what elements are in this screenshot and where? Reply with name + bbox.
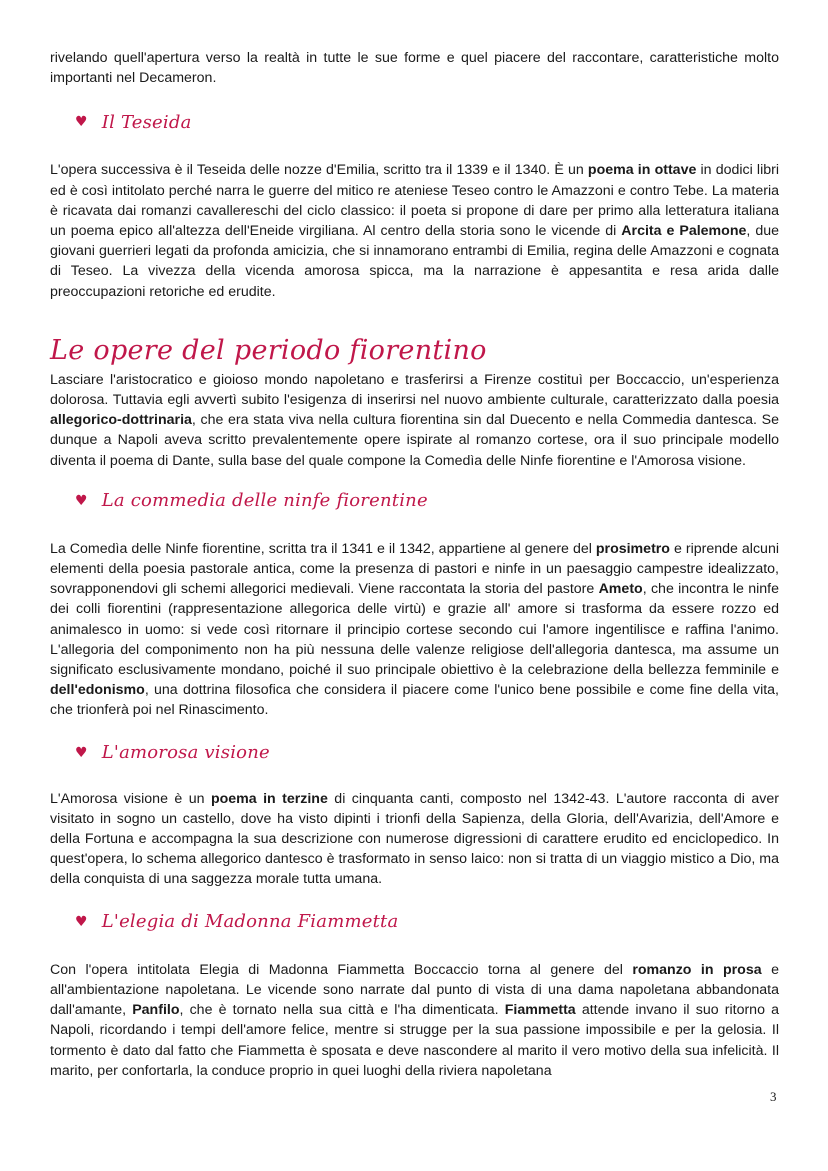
heading-teseida — [75, 102, 779, 142]
bold-term: dell'edonismo — [50, 682, 145, 699]
page-number: 3 — [770, 1089, 777, 1104]
heading-text: Il Teseida — [101, 111, 192, 133]
bold-term: Arcita e Palemone — [621, 223, 747, 240]
heart-icon: ♥ — [75, 913, 88, 930]
amorosa-paragraph: L'Amorosa visione è un poema in terzine di cinquanta canti, composto nel 1342-43. L'autore racconta di aver visitato in sogno un castello, dove ha visto dipinti i trionfi della Sapienza, della Gloria, dell'Avarizia, dell'Amore e della Fortuna e accompagna la sua descrizione con numerose digressioni di carattere erudito ed enciclopedico. In quest'opera, lo schema allegorico dantesco è trasformato in senso laico: non si tratta di un viaggio mistico a Dio, ma della conquista di una saggezza morale tutta umana. — [50, 790, 779, 888]
fiorentino-paragraph: Lasciare l'aristocratico e gioioso mondo napoletano e trasferirsi a Firenze costituì per Boccaccio, un'esperienza dolorosa. Tuttavia egli avvertì subito l'esigenza di inserirsi nel nuovo ambiente culturale, caratterizzato dalla poesia allegorico-dottrinaria, che era stata viva nella cultura fiorentina sin dal Duecento e nella Commedia dantesca. Se dunque a Napoli aveva scritto prevalentemente opere ispirate al romanzo cortese, ora il suo principale modello diventa il poema di Dante, sulla base del quale compone la Comedìa delle Ninfe fiorentine e l'Amorosa visione. — [50, 371, 779, 469]
heart-icon: ♥ — [75, 492, 88, 509]
heading-amorosa — [75, 733, 779, 773]
heading-fiammetta — [75, 902, 779, 942]
section-title: Le opere del periodo fiorentino — [50, 334, 487, 366]
bold-term: allegorico-dottrinaria — [50, 412, 192, 429]
bold-term: prosimetro — [595, 540, 670, 557]
heart-icon: ♥ — [75, 114, 88, 131]
ninfe-paragraph: La Comedìa delle Ninfe fiorentine, scritta tra il 1341 e il 1342, appartiene al genere del prosimetro e riprende alcuni elementi della poesia pastorale antica, come la presenza di pastori e ninfe in un paesaggio campestre idealizzato, sovrapponendovi gli schemi allegorici medievali. Viene raccontata la storia del pastore Ameto, che incontra le ninfe dei colli fiorentini (rappresentazione allegorica delle virtù) e grazie all' amore si trasforma da essere rozzo ed animalesco in uomo: si vede così ritornare il principio cortese secondo cui l'amore ingentilisce e raffina l'animo. L'allegoria del componimento non ha più nessuna delle valenze religiose dell'allegoria dantesca, ma assume un significato esclusivamente mondano, poiché il suo principale obiettivo è la celebrazione della bellezza femminile e dell'edonismo, una dottrina filosofica che considera il piacere come l'unico bene possibile e come fine della vita, che trionferà poi nel Rinascimento. — [50, 540, 779, 719]
bold-term: Ameto — [598, 581, 643, 598]
bold-term: Fiammetta — [504, 1002, 576, 1019]
bold-term: poema in terzine — [210, 790, 328, 807]
fiammetta-paragraph: Con l'opera intitolata Elegia di Madonna Fiammetta Boccaccio torna al genere del romanzo in prosa e all'ambientazione napoletana. Le vicende sono narrate dal punto di vista di una dama napoletana abbandonata dall'amante, Panfilo, che è tornato nella sua città e l'ha dimenticata. Fiammetta attende invano il suo ritorno a Napoli, ricordando i tempi dell'amore felice, mentre si strugge per la sua passione impossibile e per la gelosia. Il tormento è dato dal fatto che Fiammetta è sposata e deve nascondere al marito il vero motivo della sua infelicità. Il marito, per confortarla, la conduce proprio in quei luoghi della riviera napoletana — [50, 961, 779, 1079]
document-page — [50, 48, 779, 1081]
heading-ninfe — [75, 481, 779, 521]
heading-text: La commedia delle ninfe fiorentine — [101, 490, 428, 512]
intro-paragraph: rivelando quell'apertura verso la realtà in tutte le sue forme e quel piacere del raccontare, caratteristiche molto importanti nel Decameron. — [50, 50, 779, 87]
bold-term: poema in ottave — [587, 162, 697, 179]
heading-text: L'elegia di Madonna Fiammetta — [101, 911, 399, 933]
bold-term: romanzo in prosa — [632, 961, 762, 978]
teseida-paragraph: L'opera successiva è il Teseida delle nozze d'Emilia, scritto tra il 1339 e il 1340. È un poema in ottave in dodici libri ed è così intitolato perché narra le guerre del mitico re ateniese Teseo contro le Amazzoni e contro Tebe. La materia è ricavata dai romanzi cavallereschi del ciclo classico: il poeta si propone di dare per primo alla letteratura italiana un poema epico all'altezza dell'Eneide virgiliana. Al centro della storia sono le vicende di Arcita e Palemone, due giovani guerrieri legati da profonda amicizia, che si innamorano entrambi di Emilia, regina delle Amazzoni e cognata di Teseo. La vivezza della vicenda amorosa spicca, ma la narrazione è appesantita e resa arida dalle preoccupazioni retoriche ed erudite. — [50, 162, 780, 300]
heart-icon: ♥ — [75, 744, 88, 761]
heading-text: L'amorosa visione — [101, 742, 270, 764]
bold-term: Panfilo — [132, 1002, 180, 1019]
